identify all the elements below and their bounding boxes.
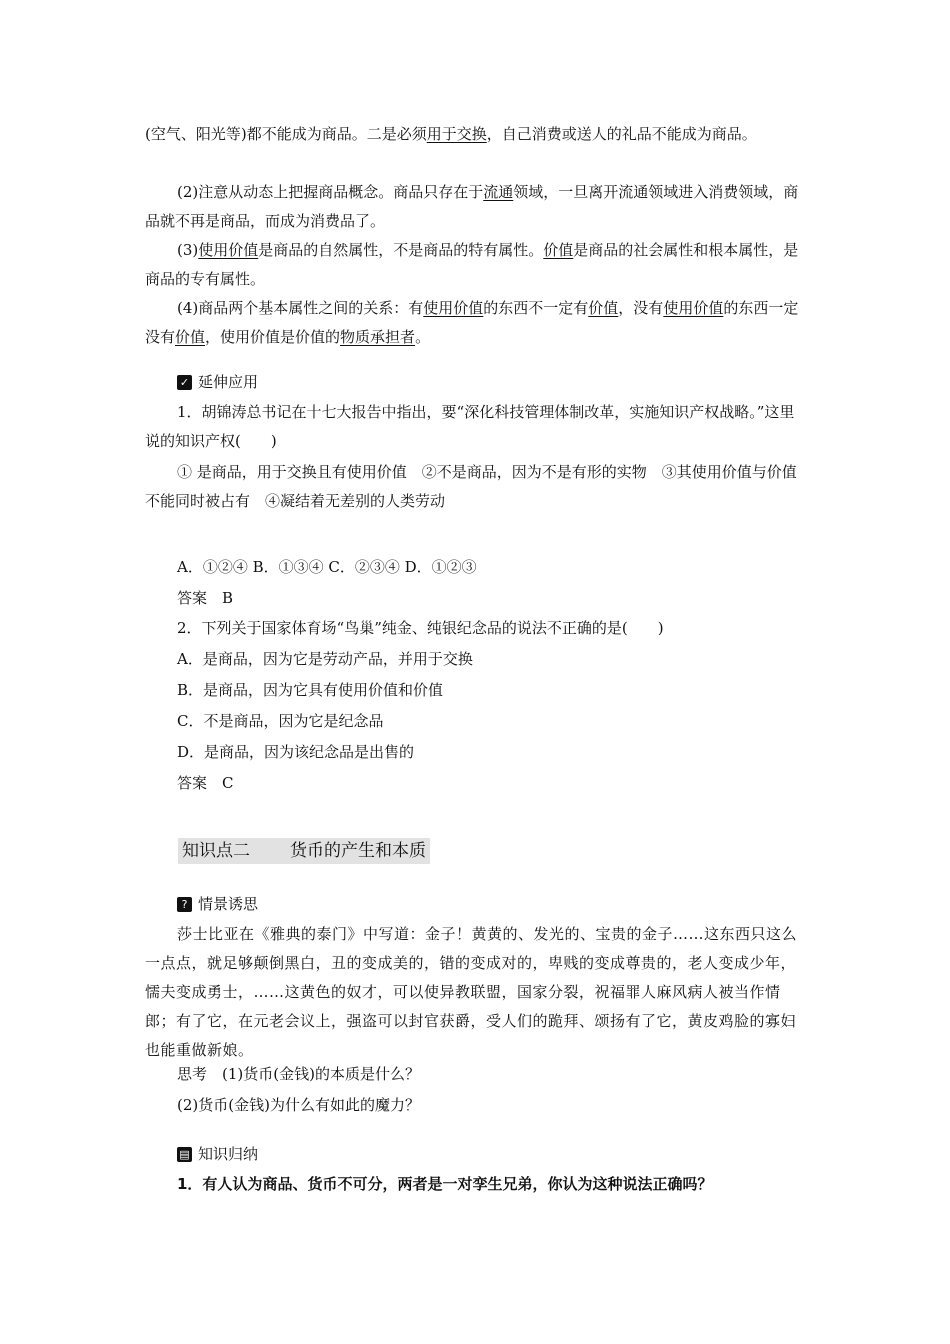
section-heading <box>178 838 430 864</box>
think-question-1: 思考 (1)货币(金钱)的本质是什么？ <box>177 1065 420 1083</box>
section-title: 货币的产生和本质 <box>290 841 426 861</box>
intro-paragraph-2: (2)注意从动态上把握商品概念。商品只存在于流通领域，一旦离开流通领域进入消费领域，商品就不再是商品，而成为消费品了。 <box>145 183 799 230</box>
intro-paragraph-3: (3)使用价值是商品的自然属性，不是商品的特有属性。价值是商品的社会属性和根本属性，是商品的专有属性。 <box>145 241 799 288</box>
question-2-option-c: C．不是商品，因为它是纪念品 <box>177 712 384 730</box>
section-label: 知识点二 <box>182 841 250 861</box>
question-2: 2．下列关于国家体育场“鸟巢”纯金、纯银纪念品的说法不正确的是( ) <box>177 619 664 637</box>
scenario-text: 莎士比亚在《雅典的泰门》中写道：金子！黄黄的、发光的、宝贵的金子……这东西只这么一点点，就足够颠倒黑白，丑的变成美的，错的变成对的，卑贱的变成尊贵的，老人变成少年，懦夫变成勇士，……这黄色的奴才，可以使异教联盟，国家分裂，祝福罪人麻风病人被当作情郎；有了它，在元老会议上，强盗可以封官获爵，受人们的跪拜、颂扬有了它，黄皮鸡脸的寡妇也能重做新娘。 <box>145 925 798 1059</box>
question-1-choices: A．①②④ B．①③④ C．②③④ D．①②③ <box>177 558 477 576</box>
check-icon: ✓ <box>177 375 192 390</box>
question-2-option-d: D．是商品，因为该纪念品是出售的 <box>177 743 415 761</box>
question-1-answer: 答案 B <box>177 589 234 607</box>
extend-heading: ✓ 延伸应用 <box>177 368 839 397</box>
intro-paragraph-4: (4)商品两个基本属性之间的关系：有使用价值的东西不一定有价值，没有使用价值的东西一定没有价值，使用价值是价值的物质承担者。 <box>145 299 799 346</box>
question-icon: ? <box>177 897 192 912</box>
question-2-option-b: B．是商品，因为它具有使用价值和价值 <box>177 681 444 699</box>
question-2-answer: 答案 C <box>177 774 234 792</box>
question-2-option-a: A．是商品，因为它是劳动产品，并用于交换 <box>177 650 473 668</box>
think-question-2: (2)货币(金钱)为什么有如此的魔力？ <box>177 1096 420 1114</box>
summary-heading: ▤ 知识归纳 <box>177 1140 839 1169</box>
intro-paragraph-1: (空气、阳光等)都不能成为商品。二是必须用于交换，自己消费或送人的礼品不能成为商品。 <box>145 125 757 143</box>
summary-question-1: 1．有人认为商品、货币不可分，两者是一对孪生兄弟，你认为这种说法正确吗？ <box>177 1175 713 1193</box>
scenario-heading: ? 情景诱思 <box>177 890 839 919</box>
question-1: 1．胡锦涛总书记在十七大报告中指出，要“深化科技管理体制改革，实施知识产权战略。”这里说的知识产权( ) <box>145 403 795 450</box>
question-1-options: ① 是商品，用于交换且有使用价值 ②不是商品，因为不是有形的实物 ③其使用价值与价值不能同时被占有 ④凝结着无差别的人类劳动 <box>145 463 797 510</box>
book-icon: ▤ <box>177 1147 192 1162</box>
